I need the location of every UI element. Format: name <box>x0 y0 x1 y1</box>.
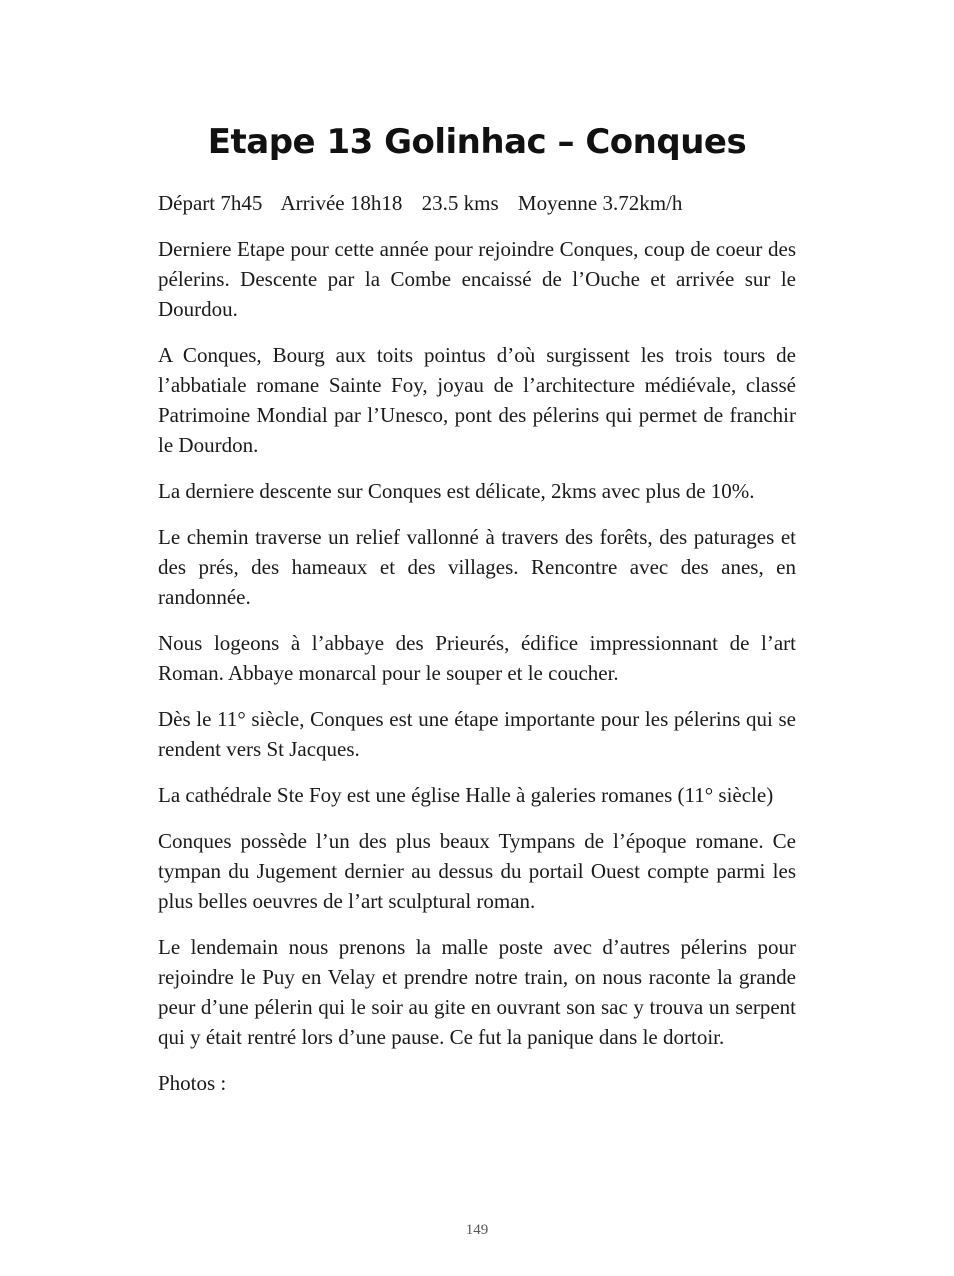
distance: 23.5 kms <box>421 191 499 215</box>
paragraph: Derniere Etape pour cette année pour rejoindre Conques, coup de coeur des pélerins. Descente par la Combe encaissé de l’Ouche et arrivée sur le Dourdou. <box>158 237 796 321</box>
document-body <box>158 188 796 1114</box>
departure-time: Départ 7h45 <box>158 191 263 215</box>
paragraph: A Conques, Bourg aux toits pointus d’où surgissent les trois tours de l’abbatiale romane Sainte Foy, joyau de l’architecture médiévale, classé Patrimoine Mondial par l’Unesco, pont des pélerins qui permet de franchir le Dourdon. <box>158 343 796 457</box>
paragraph: La cathédrale Ste Foy est une église Halle à galeries romanes (11° siècle) <box>158 783 774 807</box>
page-number: 149 <box>465 1222 489 1238</box>
paragraph: Conques possède l’un des plus beaux Tympans de l’époque romane. Ce tympan du Jugement dernier au dessus du portail Ouest compte parmi les plus belles oeuvres de l’art sculptural roman. <box>158 829 796 913</box>
paragraph: Le lendemain nous prenons la malle poste avec d’autres pélerins pour rejoindre le Puy en Velay et prendre notre train, on nous raconte la grande peur d’une pélerin qui le soir au gite en ouvrant son sac y trouva un serpent qui y était rentré lors d’une pause. Ce fut la panique dans le dortoir. <box>158 935 796 1049</box>
arrival-time: Arrivée 18h18 <box>280 191 403 215</box>
paragraph: Nous logeons à l’abbaye des Prieurés, édifice impressionnant de l’art Roman. Abbaye monarcal pour le souper et le coucher. <box>158 631 796 685</box>
stage-stats <box>158 188 796 218</box>
photos-label: Photos : <box>158 1071 227 1095</box>
page-title: Etape 13 Golinhac – Conques <box>207 122 747 162</box>
paragraph: Le chemin traverse un relief vallonné à travers des forêts, des paturages et des prés, des hameaux et des villages. Rencontre avec des anes, en randonnée. <box>158 525 796 609</box>
average-speed: Moyenne 3.72km/h <box>517 191 683 215</box>
paragraph: Dès le 11° siècle, Conques est une étape importante pour les pélerins qui se rendent vers St Jacques. <box>158 707 796 761</box>
paragraph: La derniere descente sur Conques est délicate, 2kms avec plus de 10%. <box>158 479 755 503</box>
